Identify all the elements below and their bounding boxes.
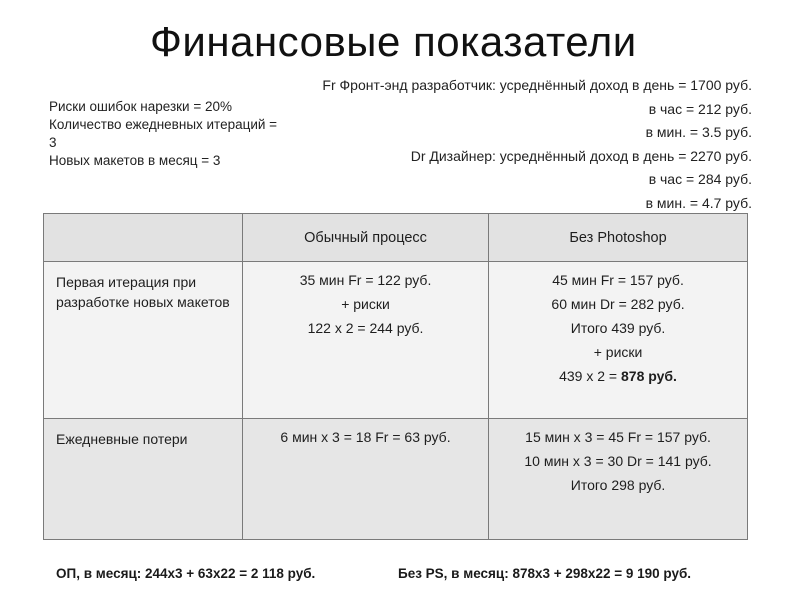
header-empty [44,214,243,262]
cell-line: + риски [593,344,643,360]
table-row [44,262,748,419]
cell-line: 60 мин Dr = 282 руб. [551,296,685,312]
cell-nops-first-iteration [489,262,748,419]
total-prefix: 439 x 2 = [559,368,621,384]
rate-fr-day: Fr Фронт-энд разработчик: усреднённый доход в день = 1700 руб. [322,77,752,93]
page-title: Финансовые показатели [150,18,637,65]
cell-regular-daily-losses [242,419,488,540]
income-rates [192,74,752,215]
assumption-error-risk: Риски ошибок нарезки = 20% [49,99,232,114]
comparison-table [43,213,748,540]
monthly-total-regular: ОП, в месяц: 244x3 + 63x22 = 2 118 руб. [56,566,316,581]
cell-line: + риски [341,296,390,312]
header-regular-process: Обычный процесс [242,214,488,262]
cell-line: 15 мин x 3 = 45 Fr = 157 руб. [525,429,711,445]
table-row [44,419,748,540]
cell-line: 45 мин Fr = 157 руб. [552,272,684,288]
table-header-row [44,214,748,262]
row-label-daily-losses: Ежедневные потери [44,419,243,540]
rate-fr-minute: в мин. = 3.5 руб. [645,124,752,140]
cell-line: 122 x 2 = 244 руб. [307,320,424,336]
monthly-total-without-ps: Без PS, в месяц: 878x3 + 298x22 = 9 190 руб. [398,566,692,581]
assumption-new-layouts: Новых макетов в месяц = 3 [49,153,221,168]
header-without-photoshop: Без Photoshop [489,214,748,262]
cell-line: Итого 298 руб. [570,477,666,493]
assumption-daily-iterations: Количество ежедневных итераций = 3 [49,117,278,150]
cell-regular-first-iteration [242,262,488,419]
rate-dr-day: Dr Дизайнер: усреднённый доход в день = 2270 руб. [410,147,752,164]
rate-dr-minute: в мин. = 4.7 руб. [645,194,752,211]
cell-line: 35 мин Fr = 122 руб. [299,272,432,288]
total-value: 878 руб. [621,368,677,384]
cell-line: 6 мин x 3 = 18 Fr = 63 руб. [280,429,451,445]
cell-line-total [493,364,743,388]
rate-dr-hour: в час = 284 руб. [648,171,752,187]
row-label-first-iteration: Первая итерация при разработке новых макетов [44,262,243,419]
cell-line: 10 мин x 3 = 30 Dr = 141 руб. [524,453,712,469]
cell-nops-daily-losses [489,419,748,540]
cell-line: Итого 439 руб. [570,320,666,336]
rate-fr-hour: в час = 212 руб. [648,100,752,117]
